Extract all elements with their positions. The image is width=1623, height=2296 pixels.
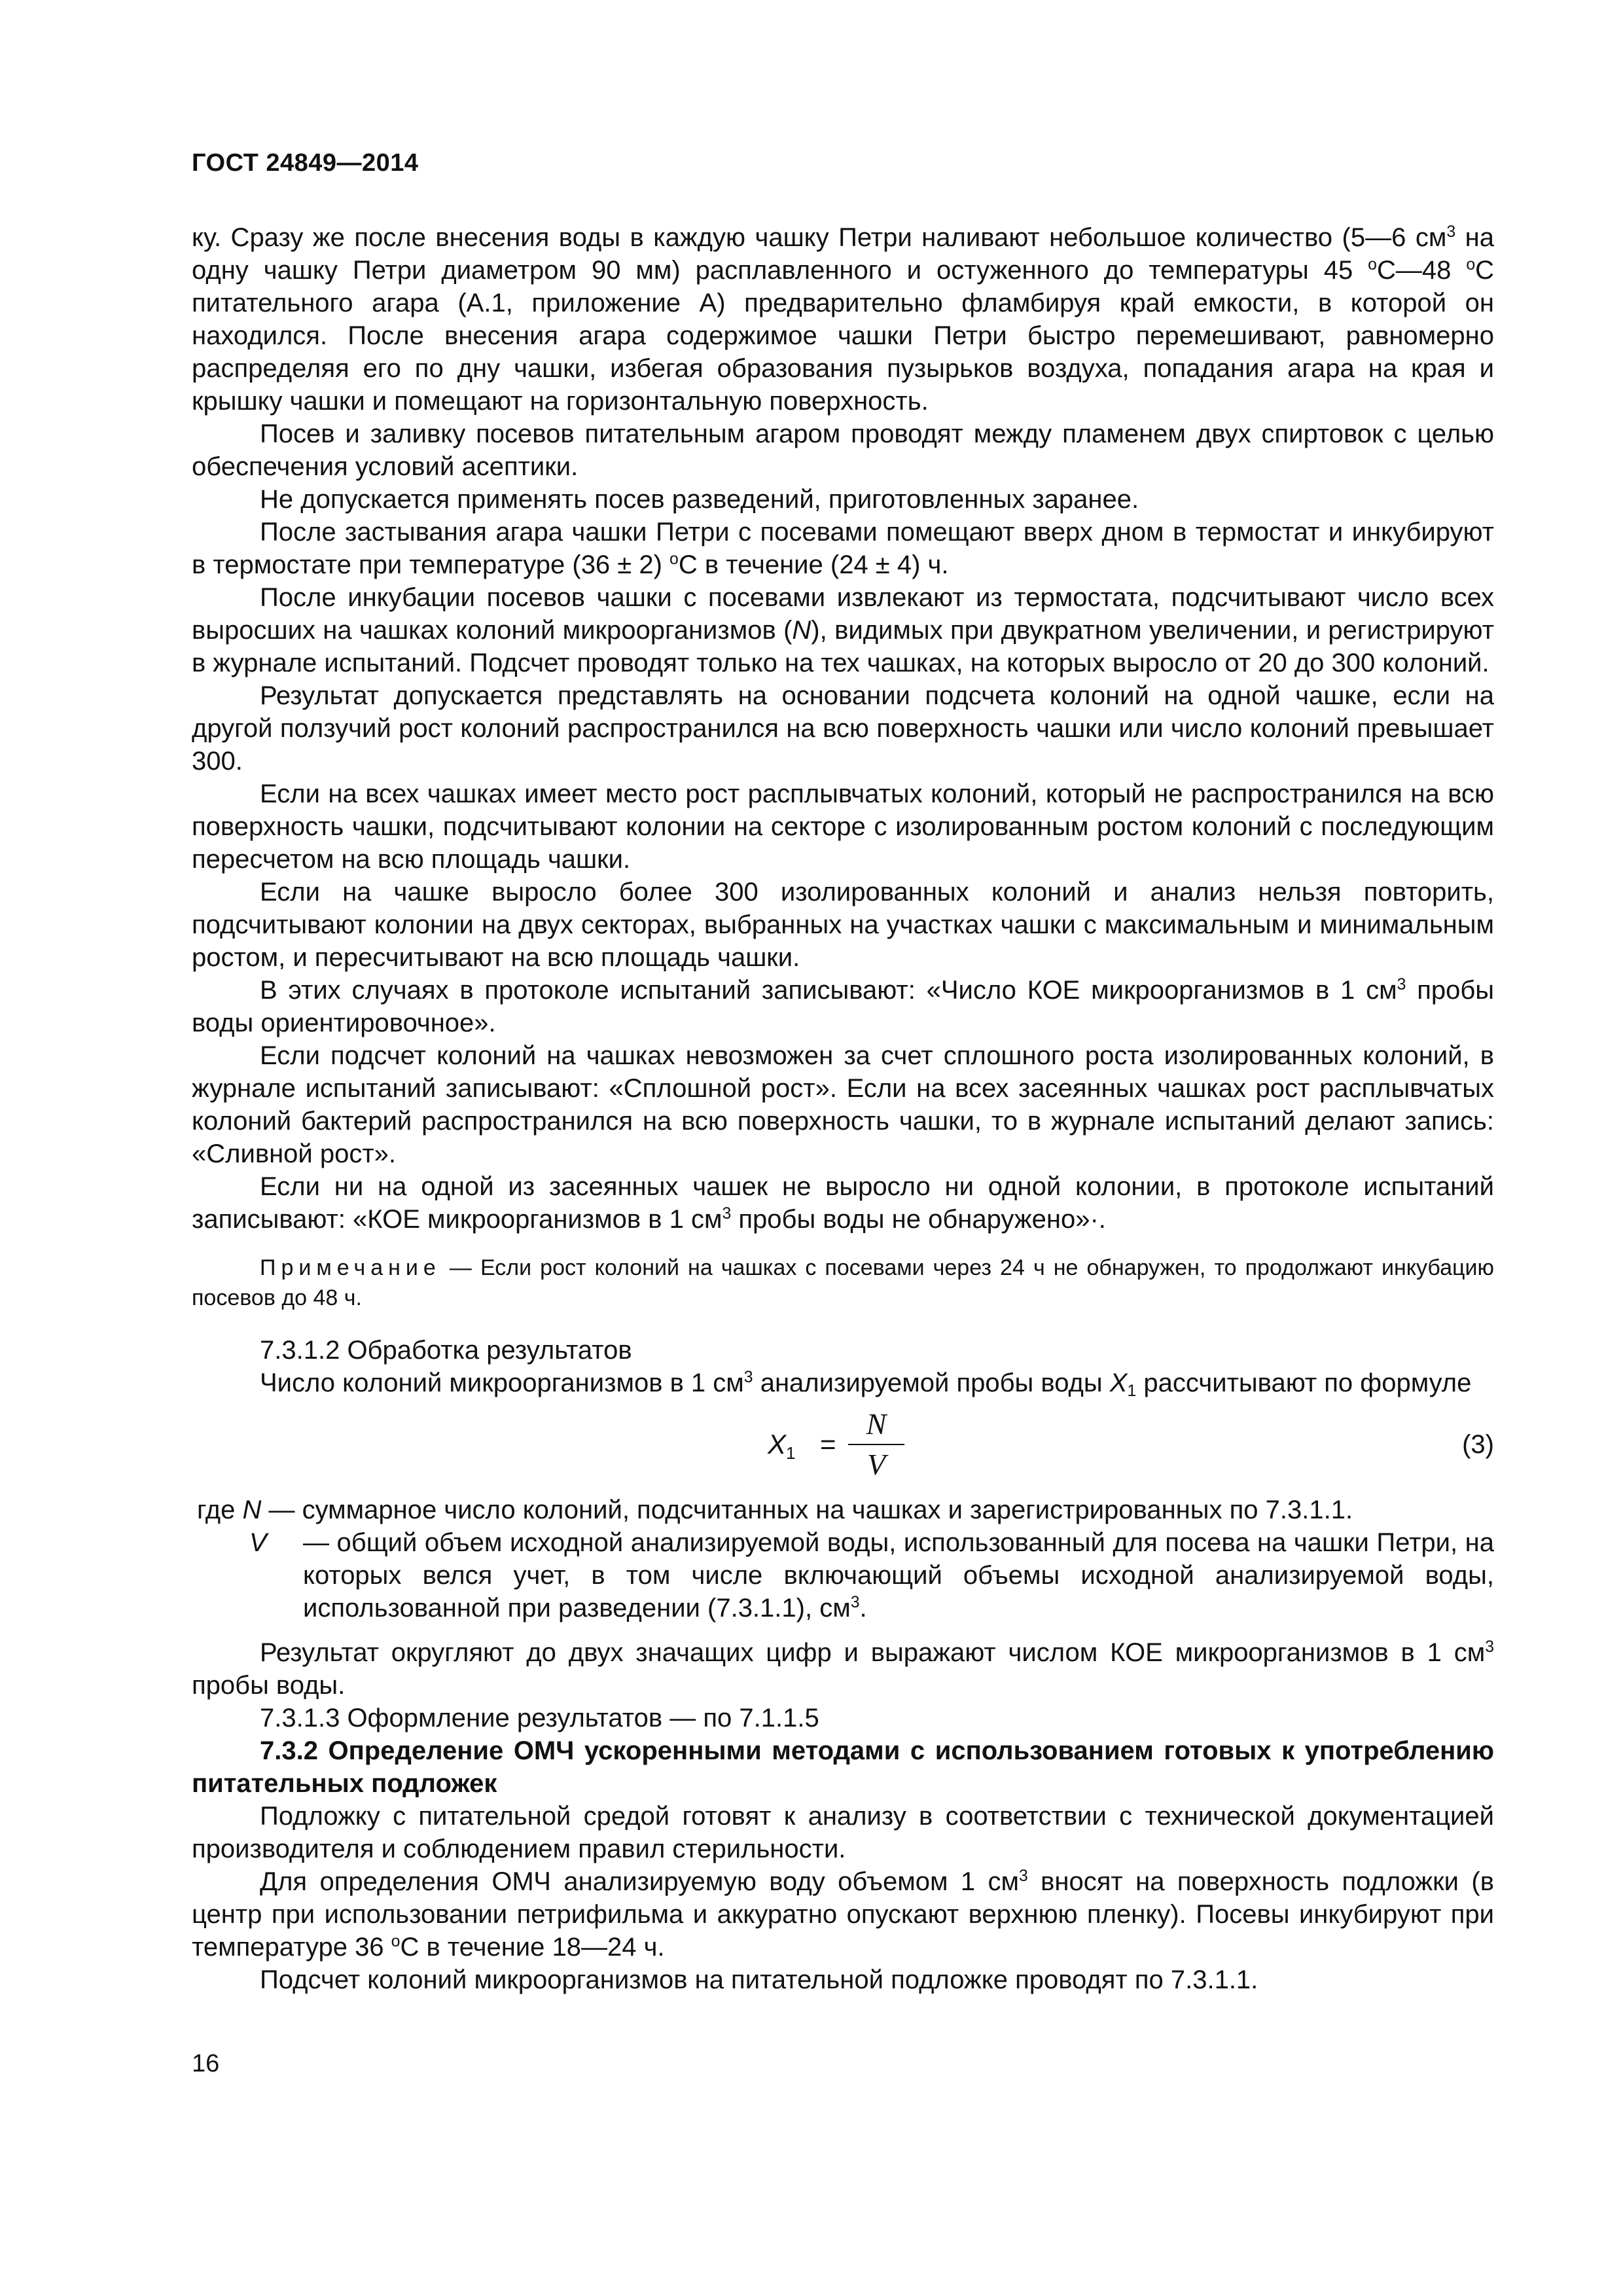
formula-fraction [848, 1408, 904, 1480]
paragraph: Результат допускается представлять на основании подсчета колоний на одной чашке, если на другой ползучий рост колоний распространился на всю поверхность чашки или число колоний превышает 300. [192, 681, 1494, 776]
section-heading-7-3-1-3: 7.3.1.3 Оформление результатов — по 7.1.1.5 [260, 1704, 819, 1732]
fraction-bar [848, 1444, 904, 1445]
formula-number: (3) [1462, 1430, 1494, 1459]
paragraph: Для определения ОМЧ анализируемую воду объемом 1 $см^3$ вносят на поверхность подложки (в центр при использовании петрифильма и аккуратно опускают верхнюю пленку). Посевы инкубируют при температуре 36 $^o$С в течение 18—24 ч. [192, 1867, 1494, 1962]
paragraph: В этих случаях в протоколе испытаний записывают: «Число КОЕ микроорганизмов в 1 $см^3$ пробы воды ориентировочное». [192, 976, 1494, 1037]
paragraph: Если на чашке выросло более 300 изолированных колоний и анализ нельзя повторить, подсчитывают колонии на двух секторах, выбранных на участках чашки с максимальным и минимальным ростом, и пересчитывают на всю площадь чашки. [192, 878, 1494, 972]
formula-lhs: $X_1$ [768, 1429, 796, 1463]
paragraph: После инкубации посевов чашки с посевами извлекают из термостата, подсчитывают число всех выросших на чашках колоний микроорганизмов (N), видимых при двукратном увеличении, и регистрируют в журнале испытаний. Подсчет проводят только на тех чашках, на которых выросло от 20 до 300 колоний. [192, 583, 1494, 677]
paragraph: ку. Сразу же после внесения воды в каждую чашку Петри наливают небольшое количество (5—6 $см^3$ на одну чашку Петри диаметром 90 мм) расплавленного и остуженного до температуры 45 $^o$С—48 $^o$С питательного агара (А.1, приложение А) предварительно фламбируя край емкости, в которой он находился. После внесения агара содержимое чашки Петри быстро перемешивают, равномерно распределяя его по дну чашки, избегая образования пузырьков воздуха, попадания агара на края и крышку чашки и помещают на горизонтальную поверхность. [192, 223, 1494, 416]
paragraph: Подложку с питательной средой готовят к анализу в соответствии с технической документацией производителя и соблюдением правил стерильности. [192, 1802, 1494, 1863]
formula [192, 1407, 1494, 1479]
section-heading-7-3-2: 7.3.2 Определение ОМЧ ускоренными методами с использованием готовых к употреблению питательных подложек [192, 1736, 1494, 1798]
paragraph: После застывания агара чашки Петри с посевами помещают вверх дном в термостат и инкубируют в термостате при температуре (36 ± 2) $^o$С в течение (24 ± 4) ч. [192, 518, 1494, 579]
document-header: ГОСТ 24849—2014 [192, 149, 419, 177]
formula-denominator: V [866, 1448, 886, 1481]
paragraph: Подсчет колоний микроорганизмов на питательной подложке проводят по 7.3.1.1. [260, 1965, 1258, 1994]
section-heading-7-3-1-2: 7.3.1.2 Обработка результатов [260, 1336, 632, 1365]
formula-numerator: N [866, 1407, 887, 1441]
note: Примечание — Если рост колоний на чашках с посевами через 24 ч не обнаружен, то продолжают инкубацию посевов до 48 ч. [192, 1255, 1494, 1310]
paragraph: Если на всех чашках имеет место рост расплывчатых колоний, который не распространился на всю поверхность чашки, подсчитывают колонии на секторе с изолированным ростом колоний с последующим пересчетом на всю площадь чашки. [192, 780, 1494, 874]
formula-equals: = [820, 1429, 836, 1460]
definition-n: где N — суммарное число колоний, подсчитанных на чашках и зарегистрированных по 7.3.1.1. [197, 1496, 1353, 1524]
paragraph: Не допускается применять посев разведений, приготовленных заранее. [260, 485, 1139, 514]
page-number: 16 [192, 2050, 220, 2077]
paragraph: Число колоний микроорганизмов в 1 $см^3$ анализируемой пробы воды $X_1$ рассчитывают по формуле [260, 1369, 1472, 1401]
paragraph: Если подсчет колоний на чашках невозможен за счет сплошного роста изолированных колоний, в журнале испытаний записывают: «Сплошной рост». Если на всех засеянных чашках рост расплывчатых колоний бактерий распространился на всю поверхность чашки, то в журнале испытаний делают запись: «Сливной рост». [192, 1041, 1494, 1168]
definition-v: V — общий объем исходной анализируемой воды, использованный для посева на чашки Петри, на которых велся учет, в том числе включающий объемы исходной анализируемой воды, использованной при разведении (7.3.1.1), $см^3$. [249, 1528, 1494, 1623]
document-body [192, 221, 1494, 1996]
note-label: Примечание [260, 1255, 441, 1280]
paragraph: Посев и заливку посевов питательным агаром проводят между пламенем двух спиртовок с целью обеспечения условий асептики. [192, 420, 1494, 481]
variable-definitions [192, 1494, 1494, 1624]
paragraph: Результат округляют до двух значащих цифр и выражают числом КОЕ микроорганизмов в 1 $см^3$ пробы воды. [192, 1638, 1494, 1700]
paragraph: Если ни на одной из засеянных чашек не выросло ни одной колонии, в протоколе испытаний записывают: «КОЕ микроорганизмов в 1 $см^3$ пробы воды не обнаружено»·. [192, 1172, 1494, 1234]
